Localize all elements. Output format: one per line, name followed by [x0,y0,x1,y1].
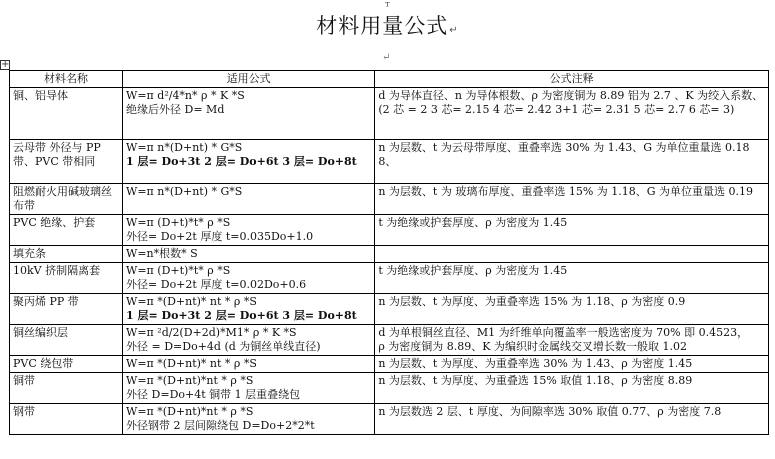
material-name: 钢带 [10,404,123,435]
material-name: 云母带 外径与 PP 带、PVC 带相同 [10,140,123,184]
formula-line: 外径钢带 2 层间隙绕包 D=Do+2*2*t [126,419,315,432]
table-row [10,356,769,373]
note-cell [375,246,769,263]
note-cell [375,88,769,140]
formula-line: W=π (D+t)*t* ρ *S [126,216,231,229]
note-cell [375,325,769,356]
note-line: n 为层数选 2 层、t 厚度、为间隙率选 30% 取值 0.77、ρ 为密度 7.8 [378,405,722,418]
formula-line: 1 层= Do+3t 2 层= Do+6t 3 层= Do+8t [126,155,357,168]
table-row [10,325,769,356]
material-name: 聚丙烯 PP 带 [10,294,123,325]
formula-line: W=π *(D+nt)*nt * ρ *S [126,405,254,418]
formula-line: 外径= Do+2t 厚度 t=0.02Do+0.6 [126,278,307,291]
formula-line: W=π *(D+nt)*nt * ρ *S [126,374,254,387]
material-name: 阻燃耐火用碱玻璃丝布带 [10,184,123,215]
material-name: 铜带 [10,373,123,404]
formula-cell [123,263,375,294]
note-cell [375,215,769,246]
formula-line: W=π (D+t)*t* ρ *S [126,264,231,277]
note-line: ρ 为密度铜为 8.89、K 为编织时金属线交叉增长数一般取 1.02 [378,340,687,353]
note-line: n 为层数、t 为 玻璃布厚度、重叠率选 15% 为 1.18、G 为单位重量选 0.19 [378,185,754,198]
formula-line: W=π d²/4*n* ρ * K *S [126,89,245,102]
header-formula: 适用公式 [123,71,375,88]
table-row [10,215,769,246]
text-cursor-marker: ᵀ [385,0,390,13]
table-row [10,294,769,325]
note-cell [375,373,769,404]
material-name: PVC 绝缘、护套 [10,215,123,246]
formula-line: W=n*根数* S [126,247,198,260]
formula-line: 1 层= Do+3t 2 层= Do+6t 3 层= Do+8t [126,309,357,322]
title-text: 材料用量公式 [316,14,449,38]
note-line: n 为层数、t 为厚度、为重叠率选 15% 为 1.18、ρ 为密度 0.9 [378,295,686,308]
table-row [10,246,769,263]
formula-line: 外径= Do+2t 厚度 t=0.035Do+1.0 [126,230,314,243]
formula-cell [123,184,375,215]
paragraph-mark: ↵ [449,25,459,36]
material-name: 填充条 [10,246,123,263]
empty-paragraph-mark: ↵ [382,52,391,63]
formula-cell [123,294,375,325]
note-cell [375,140,769,184]
formula-cell [123,325,375,356]
formula-cell [123,246,375,263]
table-move-handle-icon[interactable]: + [1,59,10,70]
note-cell [375,184,769,215]
note-cell [375,263,769,294]
table-row [10,263,769,294]
note-line: t 为绝缘或护套厚度、ρ 为密度为 1.45 [378,216,568,229]
header-material-name: 材料名称 [10,71,123,88]
formula-line: 外径 = D=Do+4d (d 为铜丝单线直径) [126,340,321,353]
formula-line: W=π *(D+nt)* nt * ρ *S [126,295,257,308]
note-cell [375,294,769,325]
note-cell [375,404,769,435]
formula-cell [123,356,375,373]
material-name: 10kV 挤制隔离套 [10,263,123,294]
note-line: n 为层数、t 为厚度、为重叠选 15% 取值 1.18、ρ 为密度 8.89 [378,374,693,387]
document-title [0,10,775,40]
table-header-row [10,71,769,88]
note-line: n 为层数、t 为云母带厚度、重叠率选 30% 为 1.43、G 为单位重量选 0.188、 [378,141,750,168]
formula-cell [123,140,375,184]
table-row [10,373,769,404]
formula-line: W=π n*(D+nt) * G*S [126,185,243,198]
note-line: n 为层数、t 为厚度、为重叠率选 30% 为 1.43、ρ 为密度 1.45 [378,357,693,370]
note-line: d 为导体直径、n 为导体根数、ρ 为密度铜为 8.89 铝为 2.7 、K 为绞入系数、 [378,89,764,102]
formula-cell [123,373,375,404]
table-row [10,88,769,140]
note-line: t 为绝缘或护套厚度、ρ 为密度为 1.45 [378,264,568,277]
formula-line: 外径 D=Do+4t 铜带 1 层重叠绕包 [126,388,301,401]
formula-cell [123,215,375,246]
formula-line: W=π ²d/2(D+2d)*M1* ρ * K *S [126,326,297,339]
formula-line: 绝缘后外径 D= Md [126,103,225,116]
header-notes: 公式注释 [375,71,769,88]
material-name: 铜丝编织层 [10,325,123,356]
material-name: PVC 绕包带 [10,356,123,373]
note-line: (2 芯 = 2 3 芯= 2.15 4 芯= 2.42 3+1 芯= 2.31 5 芯= 2.7 6 芯= 3) [378,103,735,116]
formula-line: W=π *(D+nt)* nt * ρ *S [126,357,257,370]
note-line: d 为单根铜丝直径、M1 为纤维单向覆盖率一般选密度为 70% 即 0.4523， [378,326,749,339]
materials-table [9,70,769,435]
table-row [10,184,769,215]
note-cell [375,356,769,373]
table-row [10,140,769,184]
formula-line: W=π n*(D+nt) * G*S [126,141,243,154]
formula-cell [123,404,375,435]
material-name: 铜、铝导体 [10,88,123,140]
table-row [10,404,769,435]
formula-cell [123,88,375,140]
